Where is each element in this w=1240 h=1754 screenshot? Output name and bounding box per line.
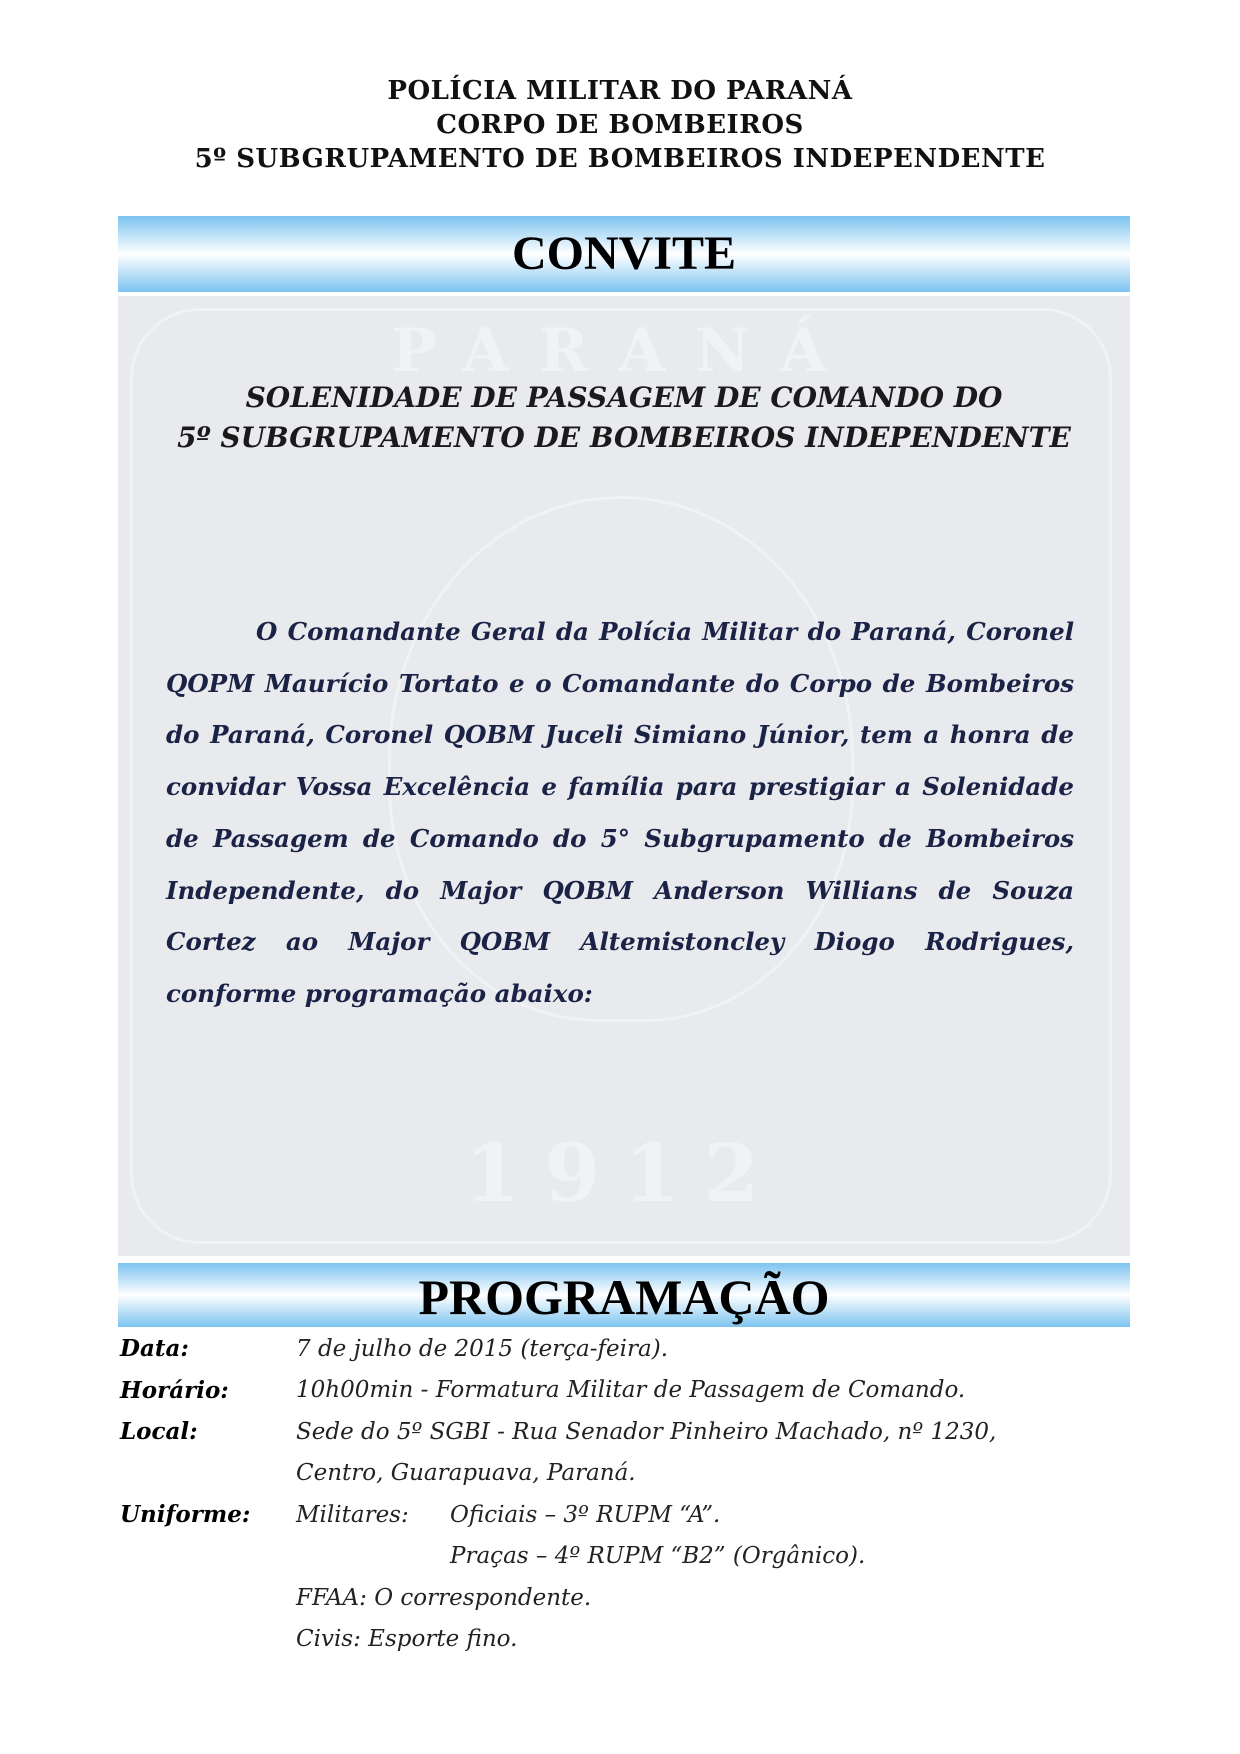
invitation-panel <box>118 296 1130 1256</box>
data-value: 7 de julho de 2015 (terça-feira). <box>296 1335 669 1362</box>
watermark-year: 1912 <box>464 1126 784 1220</box>
uniforme-label: Uniforme: <box>120 1501 251 1529</box>
header-line-2: CORPO DE BOMBEIROS <box>436 110 804 140</box>
programacao-table <box>120 1328 1130 1660</box>
pracas-value: Praças – 4º RUPM “B2” (Orgânico). <box>450 1543 866 1570</box>
row-ffaa <box>120 1577 1130 1619</box>
row-data <box>120 1328 1130 1370</box>
civis-value: Civis: Esporte fino. <box>296 1626 518 1653</box>
row-local <box>120 1411 1130 1453</box>
data-label: Data: <box>120 1335 189 1363</box>
local-line-1: Sede do 5º SGBI - Rua Senador Pinheiro Machado, nº 1230, <box>296 1418 997 1445</box>
row-uniforme <box>120 1494 1130 1536</box>
horario-value: 10h00min - Formatura Militar de Passagem de Comando. <box>296 1377 966 1404</box>
local-label: Local: <box>120 1418 198 1446</box>
header-line-1: POLÍCIA MILITAR DO PARANÁ <box>387 76 853 106</box>
programacao-title: PROGRAMAÇÃO <box>418 1269 830 1325</box>
convite-title: CONVITE <box>511 227 737 280</box>
ffaa-value: FFAA: O correspondente. <box>296 1584 592 1611</box>
militares-label: Militares: <box>296 1501 409 1528</box>
subtitle-line-2: 5º SUBGRUPAMENTO DE BOMBEIROS INDEPENDENTE <box>177 421 1071 454</box>
row-civis <box>120 1619 1130 1661</box>
local-line-2: Centro, Guarapuava, Paraná. <box>296 1460 636 1487</box>
horario-label: Horário: <box>120 1376 229 1404</box>
subtitle-line-1: SOLENIDADE DE PASSAGEM DE COMANDO DO <box>245 381 1003 414</box>
convite-banner <box>118 216 1130 292</box>
row-horario <box>120 1370 1130 1412</box>
row-pracas <box>120 1536 1130 1578</box>
oficiais-value: Oficiais – 3º RUPM “A”. <box>450 1501 721 1528</box>
row-local-2 <box>120 1453 1130 1495</box>
invitation-text: O Comandante Geral da Polícia Militar do Paraná, Coronel QOPM Maurício Tortato e o Comandante do Corpo de Bombeiros do Paraná, Coronel QOBM Juceli Simiano Júnior, tem a honra de convidar Vossa Excelência e família para prestigiar a Solenidade de Passagem de Comando do 5° Subgrupamento de Bombeiros Independente, do Major QOBM Anderson Willians de Souza Cortez ao Major QOBM Altemistoncley Diogo Rodrigues, conforme programação abaixo: <box>166 617 1074 1008</box>
document-header <box>0 74 1240 176</box>
programacao-banner <box>118 1263 1130 1327</box>
ceremony-subtitle <box>118 378 1130 458</box>
header-line-3: 5º SUBGRUPAMENTO DE BOMBEIROS INDEPENDENTE <box>194 144 1046 174</box>
watermark-top-text: PARANÁ <box>391 316 857 386</box>
